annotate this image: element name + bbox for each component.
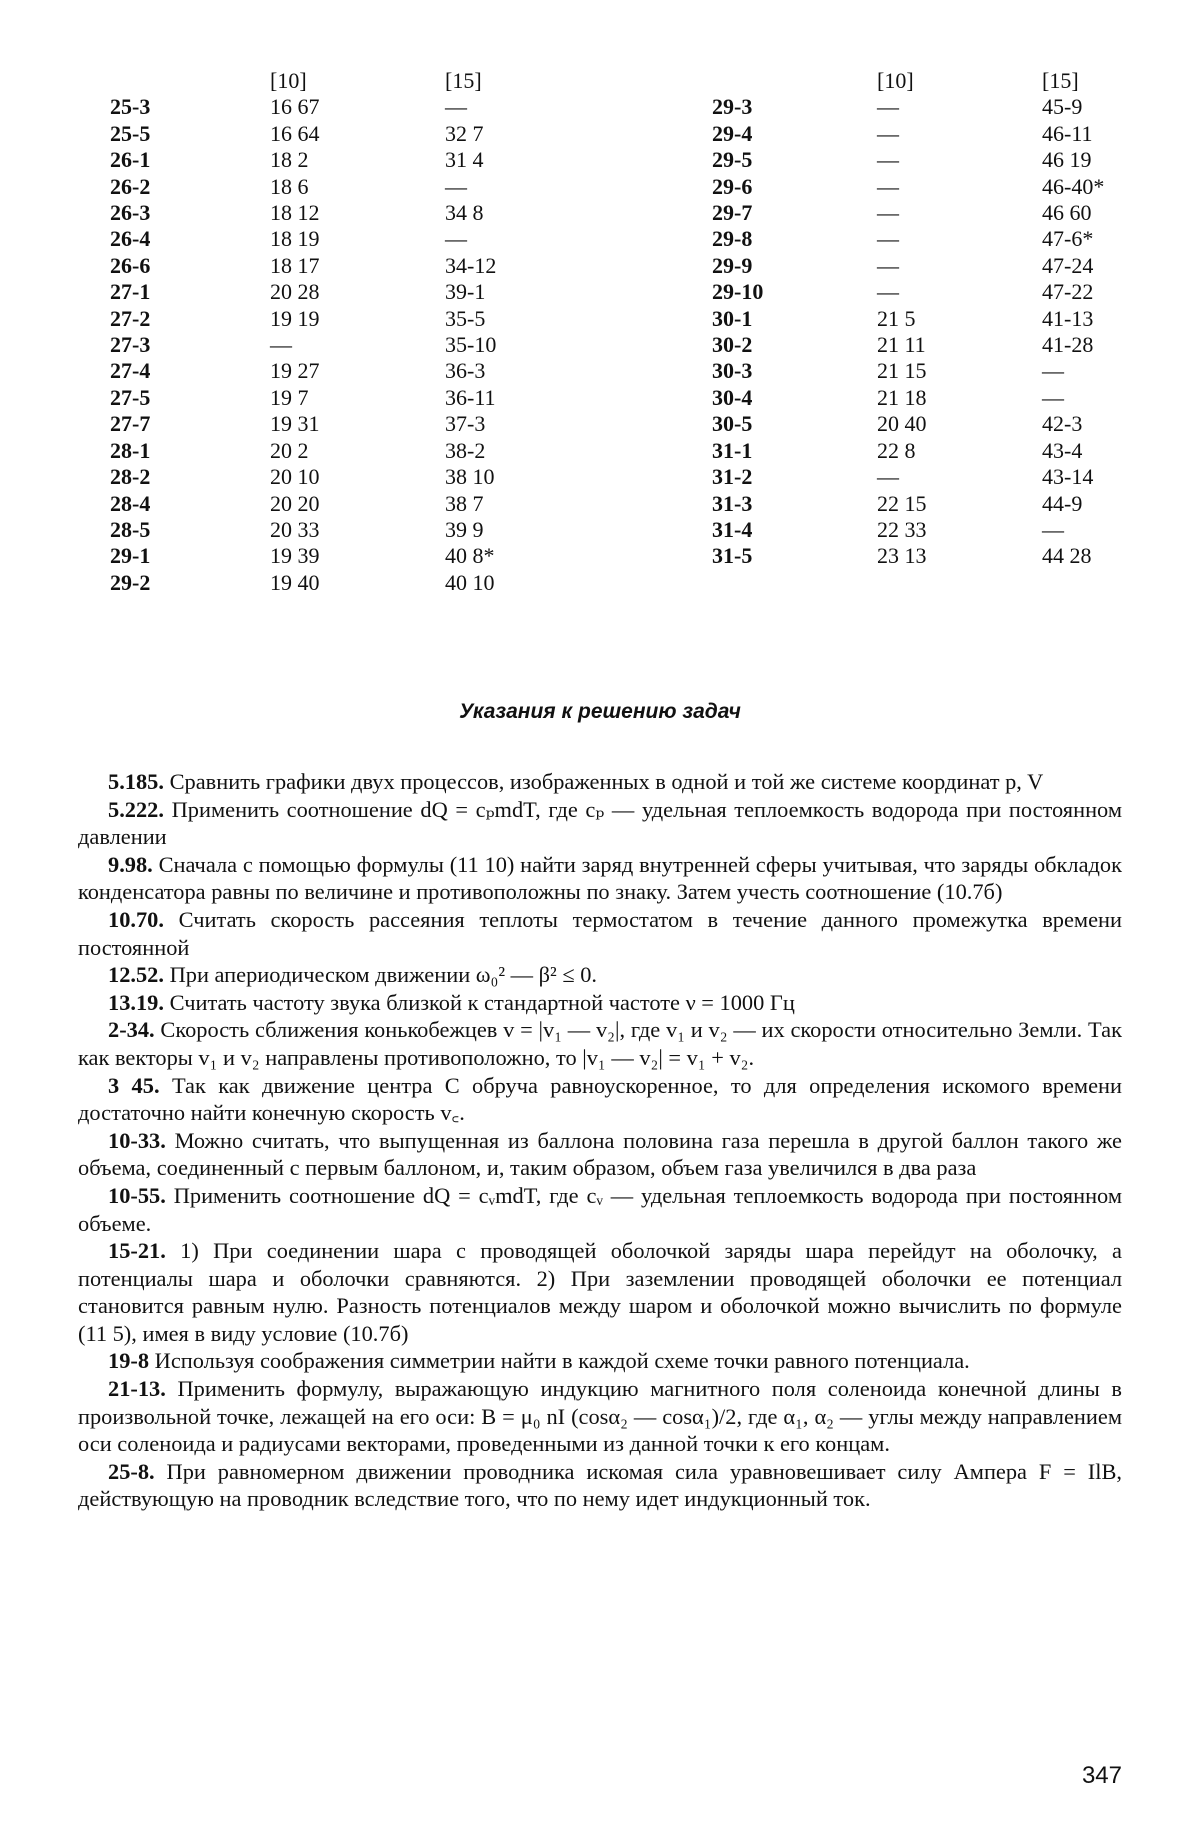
problem-number-cell: 27-5 bbox=[110, 384, 151, 410]
reference-cell: 22 15 bbox=[877, 490, 927, 516]
hint-paragraph bbox=[78, 1347, 1122, 1375]
table-row bbox=[110, 147, 550, 173]
header-cell: [10] bbox=[270, 68, 307, 93]
table-row bbox=[110, 306, 550, 332]
hint-text: Применить соотношение dQ = cᵥmdT, где cᵥ — удельная теплоемкость водорода при постоянном объеме. bbox=[78, 1182, 1122, 1236]
reference-cell: 39-1 bbox=[445, 279, 486, 305]
reference-cell: 43-4 bbox=[1042, 437, 1083, 463]
reference-cell: 19 39 bbox=[270, 543, 320, 569]
hint-paragraph bbox=[78, 768, 1122, 796]
reference-cell: 40 10 bbox=[445, 569, 495, 595]
hint-text: При апериодическом движении ω₀² — β² ≤ 0. bbox=[169, 962, 598, 988]
hint-text: Скорость сближения конькобежцев v = |v₁ — v₂|, где v₁ и v₂ — их скорости относительно Земли. Так как векторы v₁ и v₂ направлены противоположно, то |v₁ — v₂| = v₁ + v₂. bbox=[78, 1017, 1122, 1070]
table-body bbox=[110, 94, 550, 596]
reference-cell: 20 28 bbox=[270, 279, 320, 305]
hint-paragraph bbox=[78, 906, 1122, 961]
reference-cell: 21 11 bbox=[877, 332, 926, 358]
hint-paragraph bbox=[78, 1127, 1122, 1182]
problem-number-cell: 30-3 bbox=[712, 358, 753, 384]
hint-number: 21-13. bbox=[108, 1376, 166, 1402]
reference-cell: 46 19 bbox=[1042, 147, 1092, 173]
reference-cell: 34 8 bbox=[445, 200, 484, 226]
reference-cell: 47-6* bbox=[1042, 226, 1094, 252]
table-row bbox=[110, 411, 550, 437]
table-row bbox=[110, 438, 550, 464]
table-row bbox=[712, 385, 1132, 411]
reference-cell: 38 7 bbox=[445, 490, 484, 516]
hint-text: Применить формулу, выражающую индукцию магнитного поля соленоида конечной длины в произвольной точке, лежащей на его оси: B = μ₀ nI (cosα₂ — cosα₁)/2, где α₁, α₂ — углы между направлением оси соленоида и радиусами векторами, проведенными из данной точки к его концам. bbox=[78, 1376, 1122, 1457]
hint-paragraph bbox=[78, 1237, 1122, 1347]
reference-cell: — bbox=[877, 200, 899, 226]
hint-paragraph bbox=[78, 989, 1122, 1017]
problem-number-cell: 26-2 bbox=[110, 173, 151, 199]
reference-cell: 46 60 bbox=[1042, 200, 1092, 226]
reference-cell: 32 7 bbox=[445, 120, 484, 146]
hint-text: 1) При соединении шара с проводящей оболочкой заряды шара перейдут на оболочку, а потенциалы шара и оболочки сравняются. 2) При заземлении проводящей оболочки ее потенциал становится равным нулю. Разность потенциалов между шаром и оболочкой можно вычислить по формуле (11 5), имея в виду условие (10.7б) bbox=[78, 1238, 1122, 1346]
problem-number-cell: 25-3 bbox=[110, 94, 151, 120]
reference-cell: — bbox=[877, 120, 899, 146]
reference-cell: — bbox=[877, 252, 899, 278]
hint-paragraph bbox=[78, 1375, 1122, 1458]
problem-number-cell: 29-5 bbox=[712, 147, 753, 173]
reference-cell: 21 18 bbox=[877, 384, 927, 410]
table-row bbox=[712, 279, 1132, 305]
reference-cell: 20 40 bbox=[877, 411, 927, 437]
table-row bbox=[110, 358, 550, 384]
table-header bbox=[110, 68, 550, 94]
reference-cell: 20 2 bbox=[270, 437, 309, 463]
problem-number-cell: 30-5 bbox=[712, 411, 753, 437]
reference-cell: 35-10 bbox=[445, 332, 497, 358]
hint-paragraph bbox=[78, 1016, 1122, 1071]
hint-number: 3 45. bbox=[108, 1072, 160, 1098]
reference-cell: 35-5 bbox=[445, 305, 486, 331]
reference-cell: 19 27 bbox=[270, 358, 320, 384]
table-row bbox=[110, 174, 550, 200]
hint-number: 25-8. bbox=[108, 1458, 155, 1484]
header-cell bbox=[712, 68, 877, 94]
problem-number-cell: 30-2 bbox=[712, 332, 753, 358]
reference-cell: 19 7 bbox=[270, 384, 309, 410]
reference-cell: 19 40 bbox=[270, 569, 320, 595]
reference-cell: 22 8 bbox=[877, 437, 916, 463]
reference-cell: — bbox=[445, 94, 467, 120]
hint-number: 10.70. bbox=[108, 906, 164, 932]
hint-number: 10-55. bbox=[108, 1182, 166, 1208]
problem-number-cell: 29-1 bbox=[110, 543, 151, 569]
problem-number-cell: 26-1 bbox=[110, 147, 151, 173]
table-row bbox=[712, 147, 1132, 173]
hint-number: 19-8 bbox=[108, 1348, 150, 1374]
reference-cell: 38-2 bbox=[445, 437, 486, 463]
reference-cell: 23 13 bbox=[877, 543, 927, 569]
table-row bbox=[110, 385, 550, 411]
hint-paragraph bbox=[78, 1072, 1122, 1127]
hint-paragraph bbox=[78, 961, 1122, 989]
problem-number-cell: 25-5 bbox=[110, 120, 151, 146]
reference-cell: 47-24 bbox=[1042, 252, 1094, 278]
reference-cell: 31 4 bbox=[445, 147, 484, 173]
reference-cell: 19 19 bbox=[270, 305, 320, 331]
reference-cell: — bbox=[877, 94, 899, 120]
reference-cell: 47-22 bbox=[1042, 279, 1094, 305]
reference-cell: 36-11 bbox=[445, 384, 496, 410]
table-row bbox=[712, 226, 1132, 252]
reference-cell: 40 8* bbox=[445, 543, 495, 569]
hint-text: Считать скорость рассеяния теплоты термостатом в течение данного промежутка времени постоянной bbox=[78, 906, 1122, 960]
table-row bbox=[110, 226, 550, 252]
hint-number: 5.222. bbox=[108, 796, 164, 822]
table-row bbox=[110, 253, 550, 279]
problem-number-cell: 31-1 bbox=[712, 437, 753, 463]
problem-number-cell: 27-4 bbox=[110, 358, 151, 384]
hint-paragraph bbox=[78, 1458, 1122, 1513]
reference-cell: 41-28 bbox=[1042, 332, 1094, 358]
problem-number-cell: 29-10 bbox=[712, 279, 764, 305]
header-cell: [10] bbox=[877, 68, 914, 93]
problem-number-cell: 29-8 bbox=[712, 226, 753, 252]
problem-number-cell: 26-3 bbox=[110, 200, 151, 226]
header-cell bbox=[110, 68, 270, 94]
table-row bbox=[110, 200, 550, 226]
reference-cell: 44-9 bbox=[1042, 490, 1083, 516]
reference-cell: — bbox=[877, 464, 899, 490]
reference-cell: 43-14 bbox=[1042, 464, 1094, 490]
header-cell: [15] bbox=[445, 68, 482, 93]
problem-number-cell: 28-2 bbox=[110, 464, 151, 490]
reference-cell: 16 64 bbox=[270, 120, 320, 146]
reference-cell: 18 19 bbox=[270, 226, 320, 252]
reference-cell: 20 20 bbox=[270, 490, 320, 516]
hint-text: Сначала с помощью формулы (11 10) найти заряд внутренней сферы учитывая, что заряды обкладок конденсатора равны по величине и противоположны по знаку. Затем учесть соотношение (10.7б) bbox=[78, 851, 1122, 905]
problem-number-cell: 31-5 bbox=[712, 543, 753, 569]
reference-cell: — bbox=[877, 279, 899, 305]
table-row bbox=[712, 411, 1132, 437]
hint-paragraph bbox=[78, 1182, 1122, 1237]
reference-cell: — bbox=[445, 226, 467, 252]
hint-number: 9.98. bbox=[108, 851, 153, 877]
table-row bbox=[712, 174, 1132, 200]
reference-cell: 19 31 bbox=[270, 411, 320, 437]
hint-number: 10-33. bbox=[108, 1127, 166, 1153]
hint-text: Так как движение центра C обруча равноускоренное, то для определения искомого времени достаточно найти конечную скорость v꜀. bbox=[78, 1072, 1123, 1126]
problem-number-cell: 29-2 bbox=[110, 569, 151, 595]
reference-cell: 36-3 bbox=[445, 358, 486, 384]
reference-cell: 16 67 bbox=[270, 94, 320, 120]
problem-number-cell: 27-2 bbox=[110, 305, 151, 331]
problem-number-cell: 28-1 bbox=[110, 437, 151, 463]
reference-cell: 42-3 bbox=[1042, 411, 1083, 437]
problem-number-cell: 29-4 bbox=[712, 120, 753, 146]
problem-number-cell: 28-4 bbox=[110, 490, 151, 516]
problem-number-cell: 27-7 bbox=[110, 411, 151, 437]
table-row bbox=[110, 570, 550, 596]
reference-cell: 44 28 bbox=[1042, 543, 1092, 569]
problem-number-cell: 26-6 bbox=[110, 252, 151, 278]
table-row bbox=[712, 491, 1132, 517]
table-row bbox=[712, 464, 1132, 490]
reference-cell: — bbox=[877, 226, 899, 252]
reference-cell: 39 9 bbox=[445, 516, 484, 542]
hint-text: Считать частоту звука близкой к стандартной частоте ν = 1000 Гц bbox=[169, 989, 795, 1015]
hint-number: 15-21. bbox=[108, 1238, 166, 1264]
problem-number-cell: 29-3 bbox=[712, 94, 753, 120]
hint-text: Используя соображения симметрии найти в каждой схеме точки равного потенциала. bbox=[154, 1348, 970, 1374]
problem-number-cell: 26-4 bbox=[110, 226, 151, 252]
problem-number-cell: 28-5 bbox=[110, 516, 151, 542]
table-row bbox=[110, 279, 550, 305]
reference-cell: 21 15 bbox=[877, 358, 927, 384]
hint-number: 12.52. bbox=[108, 962, 164, 988]
section-heading: Указания к решению задач bbox=[459, 700, 741, 723]
reference-cell: — bbox=[877, 147, 899, 173]
table-row bbox=[712, 332, 1132, 358]
reference-cell: — bbox=[1042, 384, 1064, 410]
problem-number-cell: 29-7 bbox=[712, 200, 753, 226]
problem-number-cell: 29-6 bbox=[712, 173, 753, 199]
page-number: 347 bbox=[1081, 1762, 1122, 1789]
problem-number-cell: 30-4 bbox=[712, 384, 753, 410]
reference-cell: 18 17 bbox=[270, 252, 320, 278]
reference-cell: — bbox=[445, 173, 467, 199]
table-row bbox=[712, 253, 1132, 279]
problem-number-cell: 27-3 bbox=[110, 332, 151, 358]
table-row bbox=[110, 121, 550, 147]
table-row bbox=[110, 464, 550, 490]
reference-cell: 34-12 bbox=[445, 252, 497, 278]
problem-number-cell: 30-1 bbox=[712, 305, 753, 331]
reference-cell: 38 10 bbox=[445, 464, 495, 490]
reference-cell: — bbox=[877, 173, 899, 199]
hint-paragraph bbox=[78, 851, 1122, 906]
hint-number: 13.19. bbox=[108, 989, 164, 1015]
header-cell: [15] bbox=[1042, 68, 1079, 93]
problem-number-cell: 31-3 bbox=[712, 490, 753, 516]
reference-cell: 18 2 bbox=[270, 147, 309, 173]
reference-cell: 20 10 bbox=[270, 464, 320, 490]
hint-text: При равномерном движении проводника искомая сила уравновешивает силу Ампера F = IlB, действующую на проводник вследствие того, что по нему идет индукционный ток. bbox=[78, 1458, 1122, 1512]
reference-cell: 18 6 bbox=[270, 173, 309, 199]
problem-number-cell: 27-1 bbox=[110, 279, 151, 305]
reference-cell: 46-40* bbox=[1042, 173, 1105, 199]
correspondence-table-left bbox=[110, 68, 550, 596]
reference-cell: 46-11 bbox=[1042, 120, 1093, 146]
correspondence-table-right bbox=[712, 68, 1132, 570]
hint-number: 5.185. bbox=[108, 769, 164, 794]
table-row bbox=[110, 94, 550, 120]
table-row bbox=[712, 200, 1132, 226]
hint-text: Сравнить графики двух процессов, изображенных в одной и той же системе координат p, V bbox=[169, 769, 1044, 794]
reference-cell: 41-13 bbox=[1042, 305, 1094, 331]
hint-number: 2-34. bbox=[108, 1017, 155, 1043]
table-row bbox=[110, 543, 550, 569]
table-row bbox=[712, 517, 1132, 543]
reference-cell: 45-9 bbox=[1042, 94, 1083, 120]
hints-list bbox=[78, 768, 1122, 1513]
hint-text: Применить соотношение dQ = cₚmdT, где cₚ — удельная теплоемкость водорода при постоянном давлении bbox=[78, 796, 1122, 850]
table-row bbox=[110, 491, 550, 517]
hint-paragraph bbox=[78, 796, 1122, 851]
table-body bbox=[712, 94, 1132, 569]
problem-number-cell: 31-4 bbox=[712, 516, 753, 542]
reference-cell: 37-3 bbox=[445, 411, 486, 437]
table-row bbox=[712, 94, 1132, 120]
reference-cell: — bbox=[1042, 358, 1064, 384]
reference-cell: — bbox=[270, 332, 292, 358]
problem-number-cell: 31-2 bbox=[712, 464, 753, 490]
table-row bbox=[110, 517, 550, 543]
reference-cell: — bbox=[1042, 516, 1064, 542]
table-row bbox=[712, 543, 1132, 569]
reference-cell: 22 33 bbox=[877, 516, 927, 542]
reference-cell: 18 12 bbox=[270, 200, 320, 226]
table-row bbox=[712, 306, 1132, 332]
table-row bbox=[712, 358, 1132, 384]
reference-cell: 21 5 bbox=[877, 305, 916, 331]
table-header bbox=[712, 68, 1132, 94]
table-row bbox=[712, 438, 1132, 464]
hint-text: Можно считать, что выпущенная из баллона половина газа перешла в другой баллон такого же объема, соединенный с первым баллоном, и, таким образом, объем газа увеличился в два раза bbox=[78, 1127, 1122, 1181]
problem-number-cell: 29-9 bbox=[712, 252, 753, 278]
table-row bbox=[712, 121, 1132, 147]
table-row bbox=[110, 332, 550, 358]
reference-cell: 20 33 bbox=[270, 516, 320, 542]
